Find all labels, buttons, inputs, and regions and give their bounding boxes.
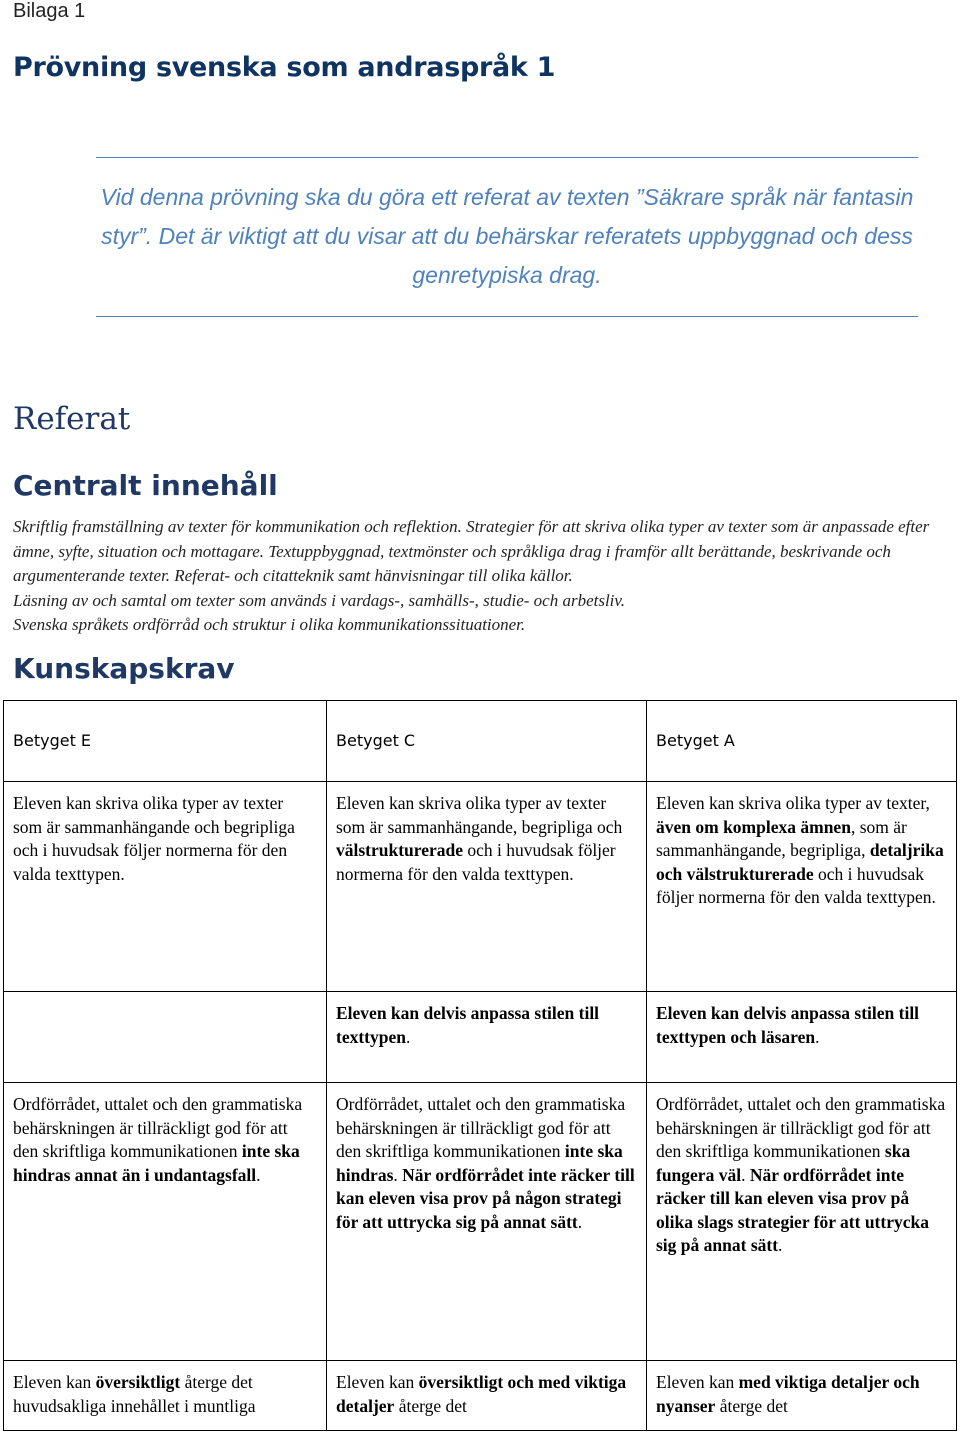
cell-text: . [815, 1026, 820, 1047]
kunskapskrav-table [3, 700, 957, 1431]
cell-text: Ordförrådet, uttalet och den grammatiska behärskningen är tillräckligt god för att den skriftliga kommunikationen [656, 1094, 946, 1161]
cell-text: Eleven kan [13, 1372, 96, 1392]
cell-text: återge det [715, 1395, 788, 1416]
cell-text: och i huvudsak följer normerna för den valda texttypen. [336, 840, 616, 884]
cell-r0-a [647, 782, 957, 992]
page-title: Prövning svenska som andraspråk 1 [13, 52, 556, 83]
cell-text: och i huvudsak följer normerna för den valda texttypen. [656, 863, 936, 907]
kunskapskrav-heading: Kunskapskrav [13, 652, 235, 685]
centralt-innehall-text [13, 515, 958, 638]
intro-quote: Vid denna prövning ska du göra ett referat av texten ”Säkrare språk när fantasin styr”. Det är viktigt att du visar att du behärskar referatets uppbyggnad och dess genretypiska drag. [100, 184, 914, 288]
cell-text-bold: När ordförrådet inte räcker till kan eleven visa prov på någon strategi för att uttrycka sig på annat sätt [336, 1164, 635, 1232]
centralt-text-p1: Skriftlig framställning av texter för kommunikation och reflektion. Strategier för att skriva olika typer av texter som är anpassade efter ämne, syfte, situation och mottagare. Textuppbyggnad, textmönster och språkliga drag i framför allt berättande, beskrivande och argumenterande texter. Referat- och citatteknik samt hänvisningar till olika källor. [13, 517, 930, 585]
cell-text: Ordförrådet, uttalet och den grammatiska behärskningen är tillräckligt god för att den skriftliga kommunikationen [13, 1094, 303, 1161]
cell-r1-a [647, 992, 957, 1083]
cell-text: Eleven kan skriva olika typer av texter som är sammanhängande och begripliga och i huvudsak följer normerna för den valda texttypen. [13, 793, 295, 884]
cell-r0-c [327, 782, 647, 992]
cell-text: . [393, 1164, 403, 1185]
cell-text: . [577, 1211, 583, 1232]
cell-text: återge det [394, 1395, 467, 1416]
cell-text-bold: Eleven kan delvis anpassa stilen till texttypen [336, 1003, 600, 1047]
quote-bottom-rule [96, 316, 918, 317]
cell-text: Eleven kan skriva olika typer av texter som är sammanhängande, begripliga och [336, 793, 623, 837]
cell-text-bold: ska fungera väl [656, 1141, 911, 1185]
cell-text: . [405, 1026, 411, 1047]
cell-r1-c [327, 992, 647, 1083]
table-row-atergivning [4, 1361, 957, 1431]
cell-text-bold: välstrukturerade [336, 840, 464, 860]
cell-r1-e [4, 992, 327, 1083]
cell-text: Ordförrådet, uttalet och den grammatiska behärskningen är tillräckligt god för att den skriftliga kommunikationen [336, 1094, 626, 1161]
cell-text-bold: översiktligt [95, 1372, 181, 1392]
cell-text: . [741, 1164, 750, 1185]
centralt-text-p3 [13, 613, 958, 638]
cell-text: , som är sammanhängande, begripliga, [656, 816, 907, 860]
cell-text-bold: översiktligt och med viktiga detaljer [336, 1372, 627, 1416]
cell-r2-a [647, 1083, 957, 1361]
cell-text-bold: När ordförrådet inte räcker till kan eleven visa prov på olika slags strategier för att uttrycka sig på annat sätt [656, 1164, 929, 1255]
cell-text-bold: även om komplexa ämnen [656, 816, 851, 837]
cell-r3-c [327, 1361, 647, 1431]
cell-r3-e [4, 1361, 327, 1431]
cell-r0-e [4, 782, 327, 992]
cell-text: Eleven kan [336, 1372, 419, 1392]
cell-text-bold: detaljrika och välstrukturerade [656, 840, 944, 884]
cell-text-bold: med viktiga detaljer och nyanser [656, 1372, 920, 1416]
cell-text: . [778, 1235, 783, 1255]
table-row-ordforrad [4, 1083, 957, 1361]
cell-text: . [256, 1164, 261, 1185]
cell-text-bold: inte ska hindras annat än i undantagsfall [13, 1141, 300, 1185]
table-row-stil [4, 992, 957, 1083]
centralt-text-p2-span: Läsning av och samtal om texter som används i vardags-, samhälls-, studie- och arbetsliv. [13, 590, 625, 610]
cell-text: Eleven kan [656, 1372, 739, 1392]
quote-top-rule [96, 157, 918, 158]
cell-text: Eleven kan skriva olika typer av texter, [656, 793, 930, 813]
cell-r2-e [4, 1083, 327, 1361]
centralt-text-p2 [13, 589, 958, 614]
table-row-texttyper [4, 782, 957, 992]
cell-text-bold: Eleven kan delvis anpassa stilen till texttypen och läsaren [656, 1003, 920, 1047]
cell-text-bold: inte ska hindras [336, 1141, 623, 1185]
centralt-text-p3-span: Svenska språkets ordförråd och struktur i olika kommunikationssituationer. [13, 615, 526, 634]
cell-r3-a [647, 1361, 957, 1431]
cell-r2-c [327, 1083, 647, 1361]
table-header-row [4, 701, 957, 782]
header-grade-e: Betyget E [4, 701, 327, 782]
cell-text: återge det huvudsakliga innehållet i muntliga [13, 1372, 256, 1416]
referat-heading: Referat [13, 401, 131, 437]
header-grade-a: Betyget A [647, 701, 957, 782]
page-label: Bilaga 1 [13, 0, 86, 22]
centralt-innehall-heading: Centralt innehåll [13, 469, 278, 502]
header-grade-c: Betyget C [327, 701, 647, 782]
